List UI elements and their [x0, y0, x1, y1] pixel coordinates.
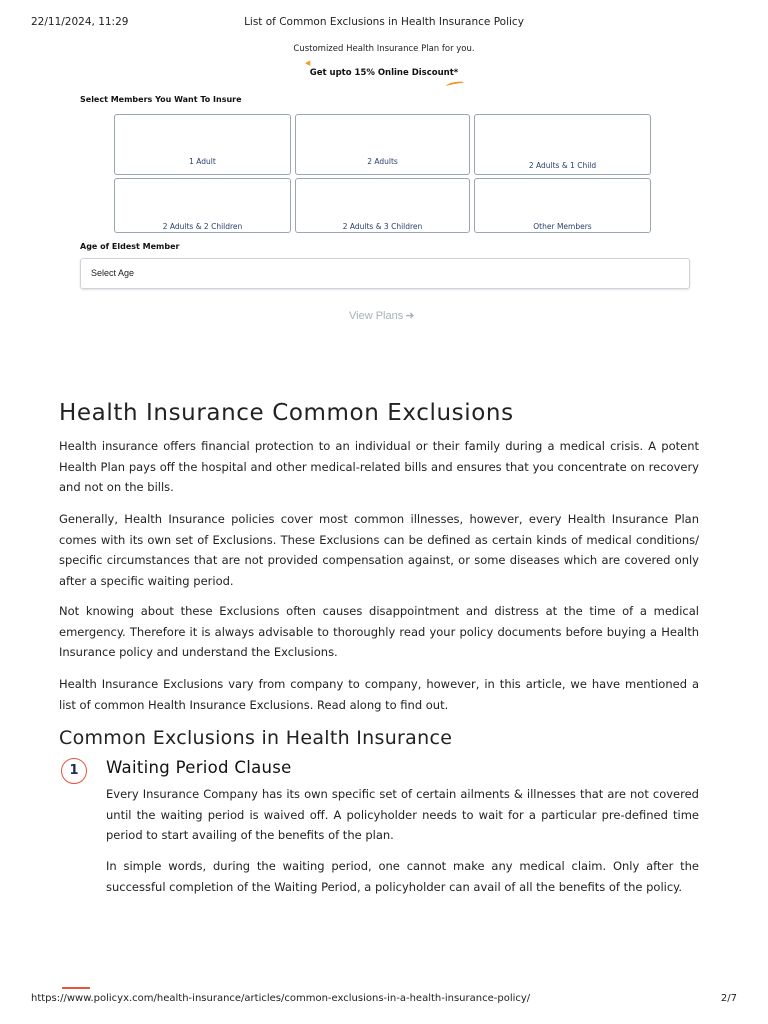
member-option-1-adult[interactable] [114, 114, 291, 175]
print-document-title: List of Common Exclusions in Health Insurance Policy [244, 16, 524, 28]
age-label: Age of Eldest Member [80, 242, 180, 251]
member-option-label: 1 Adult [189, 157, 216, 166]
divider [62, 987, 90, 989]
clause-title: Waiting Period Clause [106, 758, 292, 777]
article-paragraph: Not knowing about these Exclusions often causes disappointment and distress at the time of a medical emergency. Therefore it is always advisable to thoroughly read your policy documents before buying a Health Insurance policy and understand the Exclusions. [59, 604, 699, 659]
view-plans-button[interactable] [349, 309, 414, 322]
article-paragraph: Health Insurance Exclusions vary from company to company, however, in this article, we have mentioned a list of common Health Insurance Exclusions. Read along to find out. [59, 677, 699, 712]
view-plans-label: View Plans [349, 310, 404, 322]
member-option-label: 2 Adults [367, 157, 398, 166]
age-select[interactable]: Select Age [80, 258, 690, 289]
promo-tagline: Customized Health Insurance Plan for you. [293, 44, 475, 54]
print-footer [31, 993, 737, 1007]
member-option-label: Other Members [533, 222, 592, 231]
section-title: Common Exclusions in Health Insurance [59, 727, 453, 749]
clause-paragraph: Every Insurance Company has its own specific set of certain ailments & illnesses that are not covered until the waiting period is waived off. A policyholder needs to wait for a particular pre-defined time period to start availing of the benefits of the plan. [106, 787, 699, 842]
member-option-2-adults-1-child[interactable] [474, 114, 651, 175]
clause-paragraph: In simple words, during the waiting period, one cannot make any medical claim. Only after the successful completion of the Waiting Period, a policyholder can avail of all the benefits of the policy. [106, 859, 699, 894]
article-title: Health Insurance Common Exclusions [59, 400, 514, 426]
member-option-other-members[interactable] [474, 178, 651, 233]
arrow-right-icon: ➜ [405, 310, 415, 322]
member-option-label: 2 Adults & 3 Children [342, 222, 423, 231]
clause-number-badge: 1 [61, 758, 87, 784]
article-paragraph: Generally, Health Insurance policies cover most common illnesses, however, every Health Insurance Plan comes with its own set of Exclusions. These Exclusions can be defined as certain kinds of medical conditions/ specific circumstances that are not provided compensation against, or some diseases which are covered only after a specific waiting period. [59, 512, 699, 588]
discount-banner: Get upto 15% Online Discount* [309, 68, 459, 78]
member-option-label: 2 Adults & 2 Children [162, 222, 243, 231]
page-number: 2/7 [720, 993, 737, 1004]
member-option-2-adults-2-children[interactable] [114, 178, 291, 233]
print-header [31, 16, 737, 30]
member-option-2-adults[interactable] [295, 114, 470, 175]
decorative-swoosh-icon [446, 80, 465, 88]
member-options-grid [114, 114, 652, 234]
print-url: https://www.policyx.com/health-insurance/articles/common-exclusions-in-a-health-insurance-policy/ [31, 993, 531, 1004]
print-datetime: 22/11/2024, 11:29 [31, 16, 129, 28]
article-paragraph: Health insurance offers financial protection to an individual or their family during a medical crisis. A potent Health Plan pays off the hospital and other medical-related bills and ensures that you concentrate on recovery and not on the bills. [59, 439, 699, 494]
decorative-tick-icon [305, 59, 313, 66]
member-option-label: 2 Adults & 1 Child [528, 161, 597, 170]
member-option-2-adults-3-children[interactable] [295, 178, 470, 233]
members-label: Select Members You Want To Insure [80, 95, 242, 104]
